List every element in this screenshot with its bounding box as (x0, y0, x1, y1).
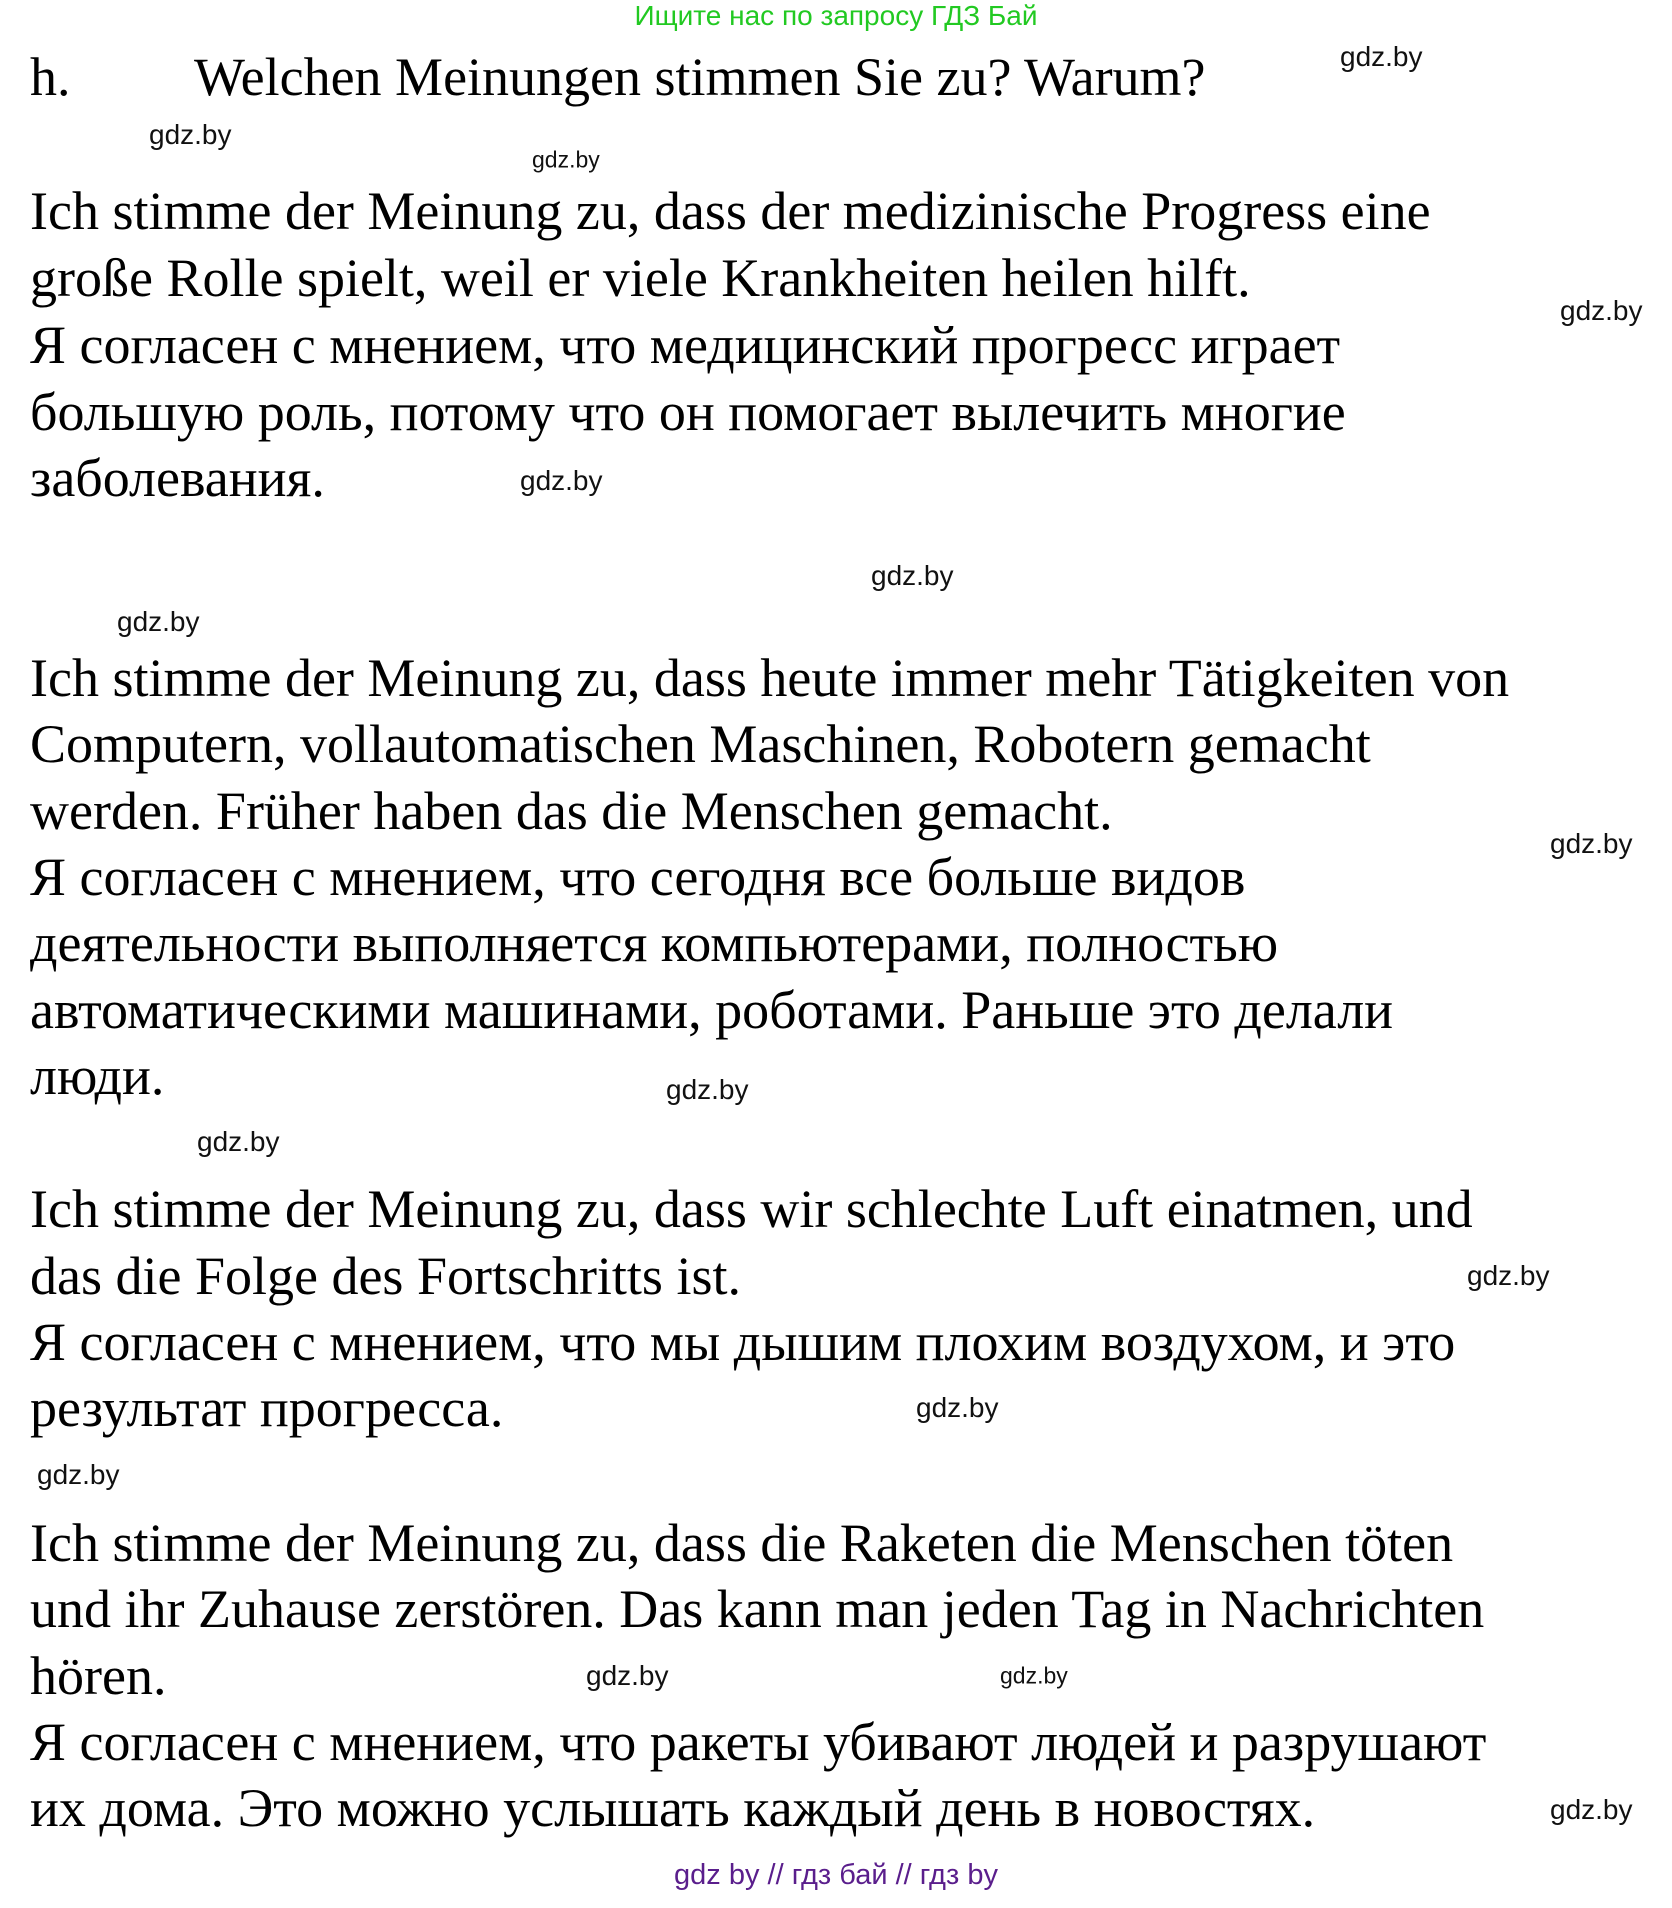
watermark: gdz.by (520, 465, 603, 496)
text-line: заболевания. (30, 448, 325, 508)
text-line: Я согласен с мнением, что медицинский прогресс играет (30, 315, 1341, 375)
text-line: Ich stimme der Meinung zu, dass die Raketen die Menschen töten (30, 1513, 1454, 1573)
watermark: gdz.by (666, 1074, 749, 1105)
text-line: das die Folge des Fortschritts ist. (30, 1246, 741, 1306)
text-line: Ich stimme der Meinung zu, dass heute immer mehr Tätigkeiten von (30, 648, 1510, 708)
text-line: результат прогресса. (30, 1378, 504, 1438)
task-title: Welchen Meinungen stimmen Sie zu? Warum? (194, 47, 1206, 107)
watermark: gdz.by (1550, 1794, 1633, 1825)
text-line: werden. Früher haben das die Menschen gemacht. (30, 781, 1113, 841)
watermark: gdz.by (532, 146, 600, 173)
text-line: их дома. Это можно услышать каждый день в новостях. (30, 1778, 1316, 1838)
watermark: gdz.by (149, 119, 232, 150)
watermark: gdz.by (1340, 41, 1423, 72)
text-line: Я согласен с мнением, что ракеты убивают людей и разрушают (30, 1712, 1487, 1772)
text-line: Я согласен с мнением, что мы дышим плохим воздухом, и это (30, 1312, 1456, 1372)
watermark: gdz.by (1000, 1662, 1068, 1689)
watermark: gdz.by (916, 1392, 999, 1423)
watermark: gdz.by (871, 560, 954, 591)
watermark: gdz.by (37, 1459, 120, 1490)
task-letter: h. (30, 47, 71, 107)
text-line: Computern, vollautomatischen Maschinen, Robotern gemacht (30, 714, 1371, 774)
footer-links[interactable]: gdz by // гдз бай // гдз by (674, 1859, 998, 1891)
watermark: gdz.by (117, 606, 200, 637)
text-line: деятельности выполняется компьютерами, полностью (30, 913, 1279, 973)
watermark: gdz.by (586, 1660, 669, 1691)
watermark: gdz.by (197, 1126, 280, 1157)
text-line: Ich stimme der Meinung zu, dass der medizinische Progress eine (30, 181, 1431, 241)
text-line: люди. (30, 1046, 165, 1106)
text-line: Ich stimme der Meinung zu, dass wir schlechte Luft einatmen, und (30, 1179, 1473, 1239)
text-line: und ihr Zuhause zerstören. Das kann man jeden Tag in Nachrichten (30, 1579, 1485, 1639)
watermark: gdz.by (1550, 828, 1633, 859)
top-banner[interactable]: Ищите нас по запросу ГДЗ Бай (634, 0, 1038, 31)
text-line: große Rolle spielt, weil er viele Krankheiten heilen hilft. (30, 248, 1251, 308)
text-line: автоматическими машинами, роботами. Раньше это делали (30, 980, 1394, 1040)
text-line: большую роль, потому что он помогает вылечить многие (30, 382, 1346, 442)
watermark: gdz.by (1560, 295, 1643, 326)
text-line: hören. (30, 1646, 167, 1706)
text-line: Я согласен с мнением, что сегодня все больше видов (30, 847, 1246, 907)
watermark: gdz.by (1467, 1260, 1550, 1291)
